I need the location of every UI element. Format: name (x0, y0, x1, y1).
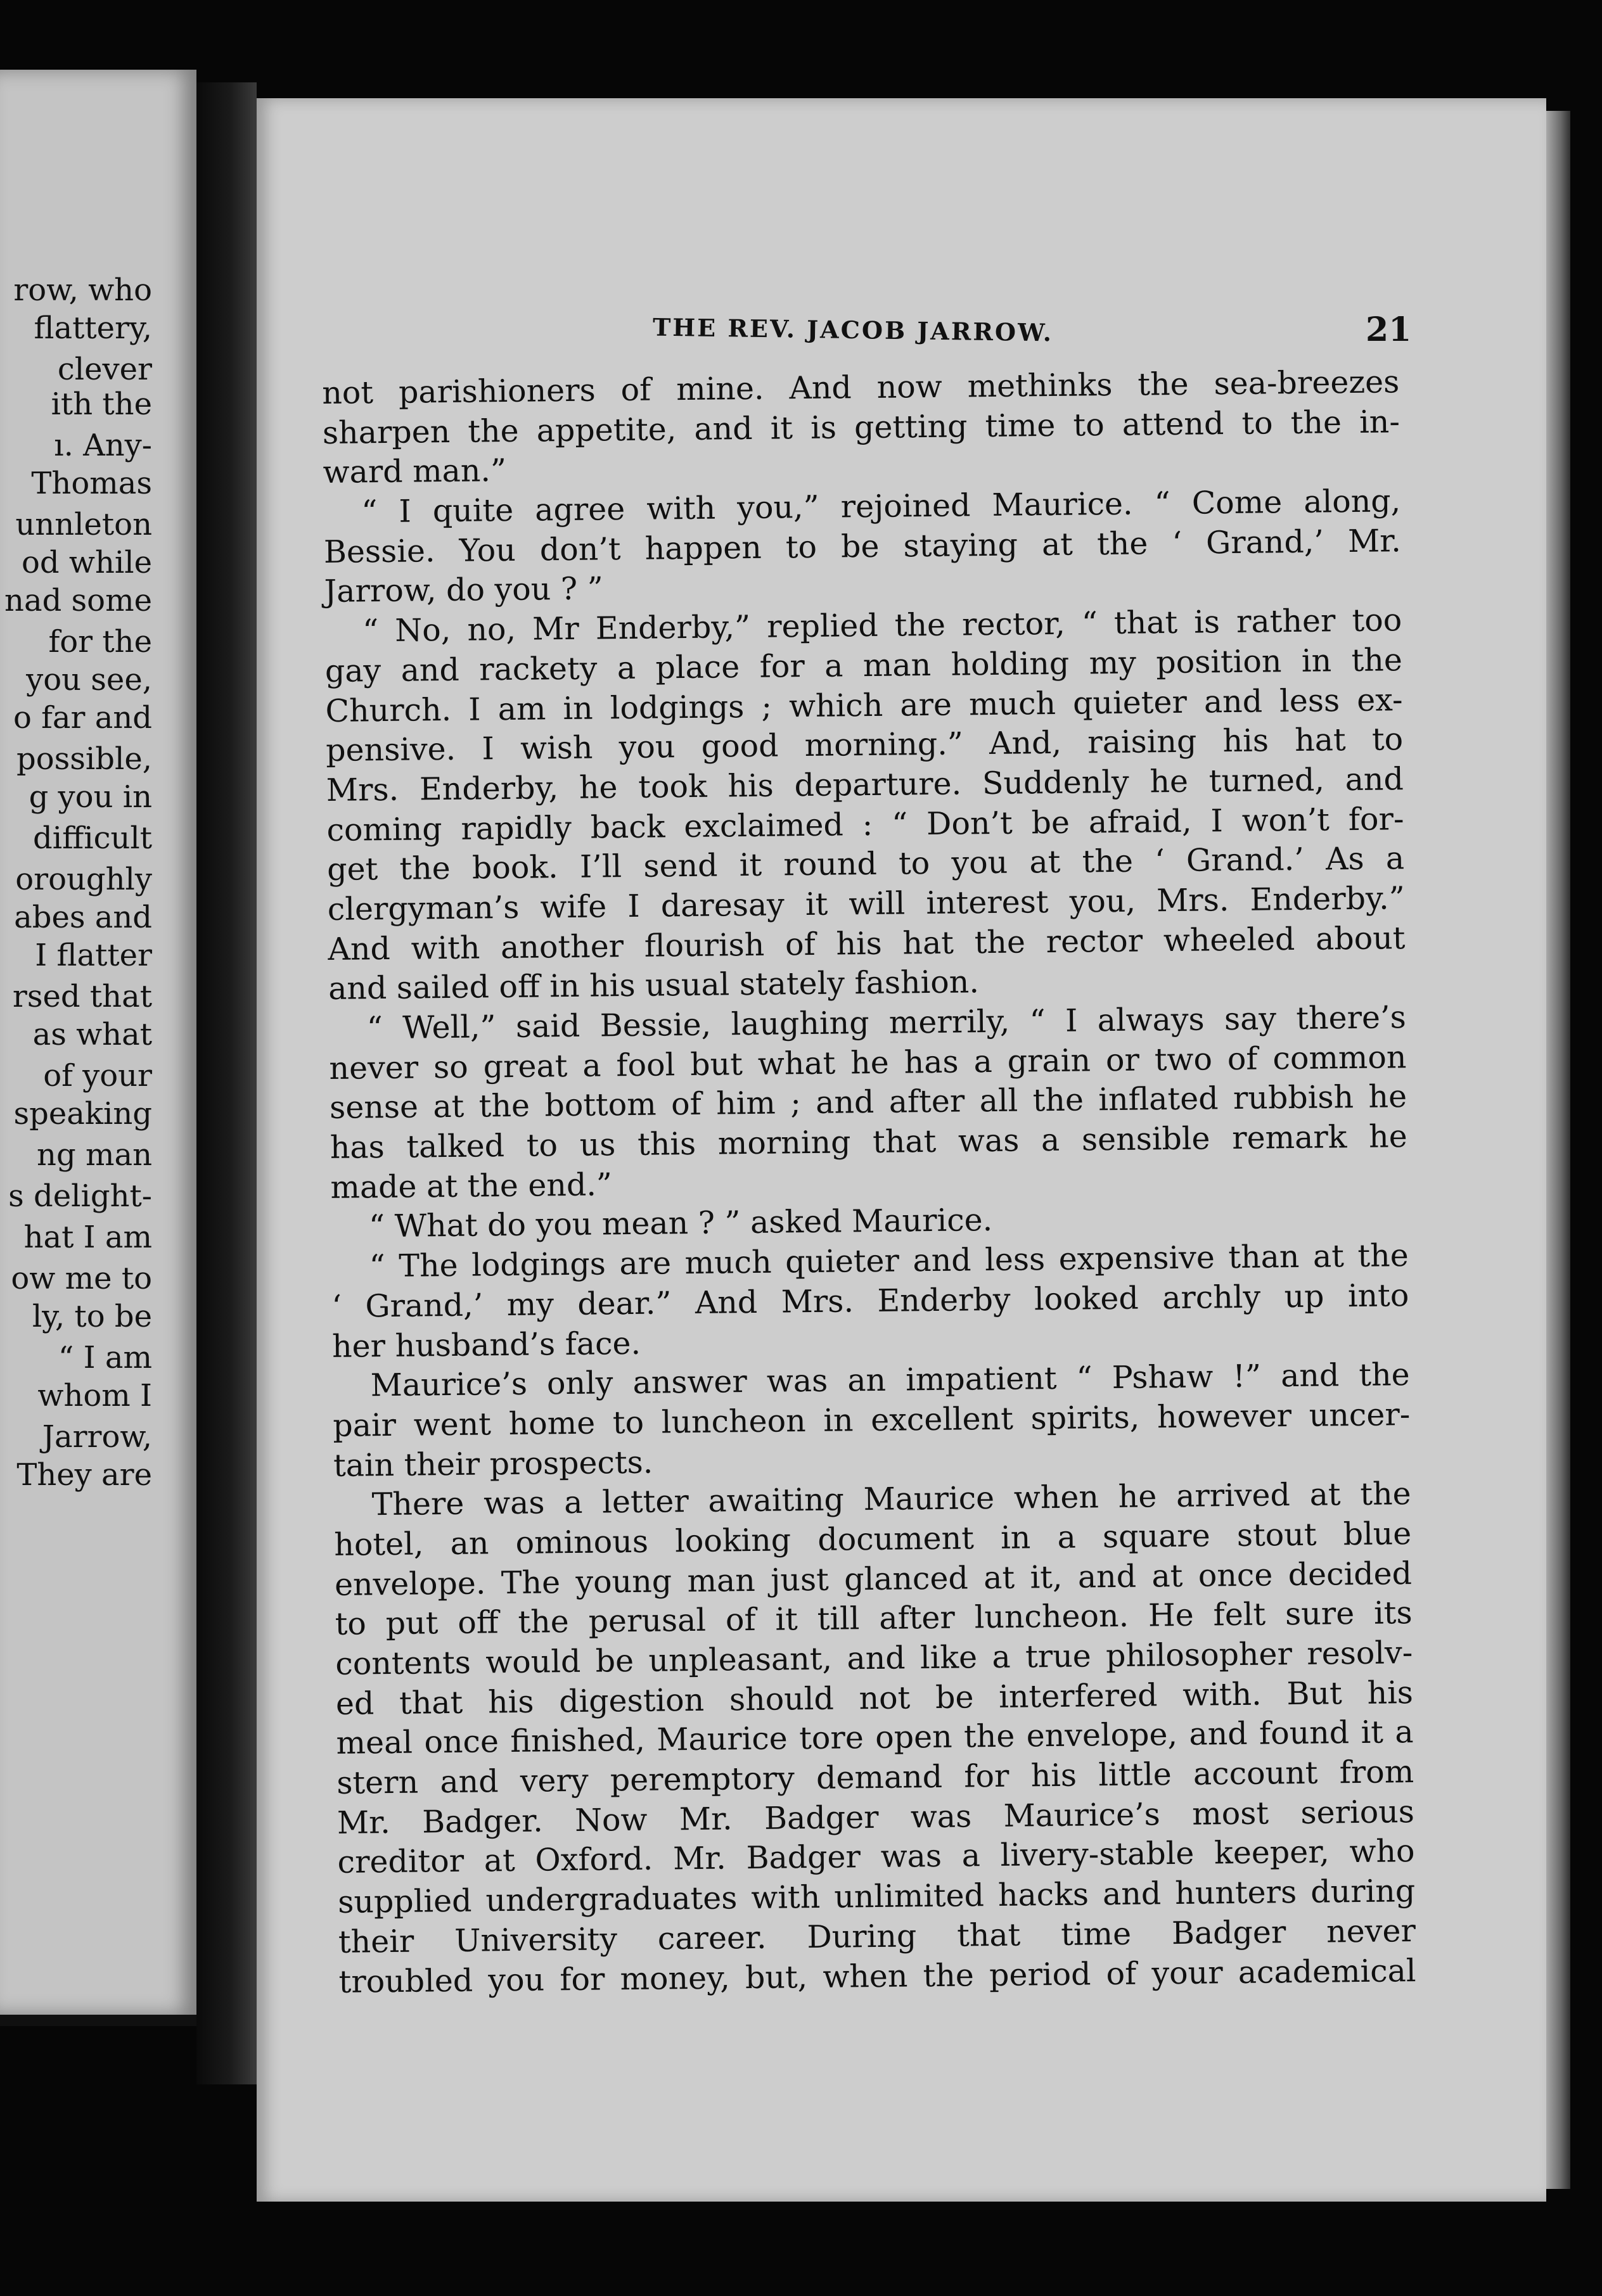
text-line: Mr. Badger. Now Mr. Badger was Maurice’s most serious (336, 1793, 1415, 1841)
facing-page-line: for the (48, 624, 152, 660)
text-line: clergyman’s wife I daresay it will interest you, Mrs. Enderby.” (327, 880, 1406, 928)
facing-page-line: nad some (4, 583, 152, 618)
facing-page-line: g you in (29, 779, 152, 815)
facing-page-line: abes and (14, 900, 152, 935)
text-line: Church. I am in lodgings ; which are much quieter and less ex- (325, 681, 1403, 729)
facing-page-line: of your (43, 1058, 152, 1094)
facing-page-line: ng man (37, 1137, 152, 1173)
facing-page-line: ı. Any- (54, 428, 152, 463)
text-line: There was a letter awaiting Maurice when he arrived at the (371, 1476, 1411, 1523)
text-line: supplied undergraduates with unlimited hacks and hunters during (337, 1873, 1416, 1920)
facing-page-line: whom I (37, 1378, 152, 1413)
text-line: “ Well,” said Bessie, laughing merrily, “ I always say there’s (366, 999, 1407, 1047)
text-line: made at the end.” (330, 1166, 613, 1206)
facing-page-line: I flatter (35, 938, 152, 973)
text-line: has talked to us this morning that was a sensible remark he (330, 1118, 1407, 1166)
facing-page-line: od while (22, 545, 152, 580)
text-line: Bessie. You don’t happen to be staying at the ‘ Grand,’ Mr. (323, 522, 1402, 570)
text-line: her husband’s face. (331, 1325, 641, 1365)
text-line: creditor at Oxford. Mr. Badger was a livery-stable keeper, who (337, 1833, 1415, 1881)
text-line: never so great a fool but what he has a grain or two of common (329, 1038, 1407, 1087)
text-line: “ What do you mean ? ” asked Maurice. (368, 1202, 993, 1245)
text-line: stern and very peremptory demand for his little account from (336, 1754, 1414, 1801)
text-line: to put off the perusal of it till after luncheon. He felt sure its (335, 1595, 1413, 1643)
facing-page-line: Jarrow, (42, 1419, 152, 1455)
facing-page-line: unnleton (15, 507, 152, 542)
facing-page-line: row, who (13, 272, 152, 308)
page-number: 21 (1366, 310, 1412, 349)
text-line: Mrs. Enderby, he took his departure. Suddenly he turned, and (326, 761, 1404, 808)
text-line: get the book. I’ll send it round to you at the ‘ Grand.’ As a (326, 840, 1405, 888)
text-line: ward man.” (323, 452, 507, 491)
running-head: THE REV. JACOB JARROW. (652, 312, 1054, 347)
facing-page-line: s delight- (8, 1178, 152, 1214)
text-line: hotel, an ominous looking document in a square stout blue (334, 1515, 1412, 1563)
facing-page-line: possible, (16, 741, 152, 777)
body-text (322, 362, 1416, 2002)
text-line: sharpen the appetite, and it is getting time to attend to the in- (322, 403, 1400, 451)
text-line: their University career. During that time Badger never (338, 1912, 1416, 1960)
facing-page (0, 70, 196, 2026)
book-gutter (196, 82, 257, 2084)
facing-page-line: speaking (13, 1096, 152, 1132)
text-line: envelope. The young man just glanced at it, and at once decided (334, 1555, 1413, 1603)
text-line: pensive. I wish you good morning.” And, raising his hat to (325, 721, 1404, 769)
facing-page-line: flattery, (34, 310, 152, 346)
facing-page-line: ith the (51, 386, 152, 422)
facing-page-line: Thomas (31, 466, 152, 501)
facing-page-line: oroughly (15, 862, 152, 897)
text-line: ‘ Grand,’ my dear.” And Mrs. Enderby looked archly up into (331, 1277, 1409, 1325)
facing-page-line: o far and (13, 700, 152, 736)
facing-page-line: ly, to be (32, 1299, 152, 1334)
text-line: And with another flourish of his hat the rector wheeled about (328, 919, 1406, 967)
text-line: and sailed off in his usual stately fashion. (328, 964, 980, 1007)
facing-page-line: hat I am (23, 1220, 152, 1255)
text-line: not parishioners of mine. And now methinks the sea-breezes (322, 364, 1400, 411)
page-edge (1546, 111, 1570, 2189)
text-line: troubled you for money, but, when the period of your academical (338, 1952, 1416, 2000)
facing-page-line: difficult (33, 820, 152, 856)
text-line: pair went home to luncheon in excellent spirits, however uncer- (333, 1396, 1411, 1444)
text-line: meal once finished, Maurice tore open the envelope, and found it a (336, 1714, 1414, 1762)
facing-page-line: clever (57, 352, 152, 387)
text-line: “ I quite agree with you,” rejoined Maurice. “ Come along, (361, 483, 1401, 530)
facing-page-line: ow me to (11, 1261, 152, 1296)
facing-page-line: rsed that (12, 979, 152, 1014)
text-line: coming rapidly back exclaimed : “ Don’t be afraid, I won’t for- (326, 800, 1404, 848)
text-line: ed that his digestion should not be interfered with. But his (335, 1674, 1414, 1722)
facing-page-line: you see, (26, 662, 152, 698)
facing-page-line: They are (16, 1457, 152, 1493)
text-line: sense at the bottom of him ; and after all the inflated rubbish he (329, 1078, 1407, 1126)
text-line: Jarrow, do you ? ” (324, 570, 604, 610)
text-line: Maurice’s only answer was an impatient “ Pshaw !” and the (370, 1356, 1410, 1404)
text-line: contents would be unpleasant, and like a true philosopher resolv- (335, 1635, 1413, 1682)
facing-page-line: “ I am (58, 1340, 152, 1375)
text-line: tain their prospects. (333, 1444, 653, 1484)
text-line: “ The lodgings are much quieter and less expensive than at the (369, 1237, 1409, 1285)
facing-page-line: as what (32, 1017, 152, 1052)
text-line: gay and rackety a place for a man holding my position in the (324, 641, 1403, 689)
text-line: “ No, no, Mr Enderby,” replied the rector, “ that is rather too (362, 602, 1402, 649)
